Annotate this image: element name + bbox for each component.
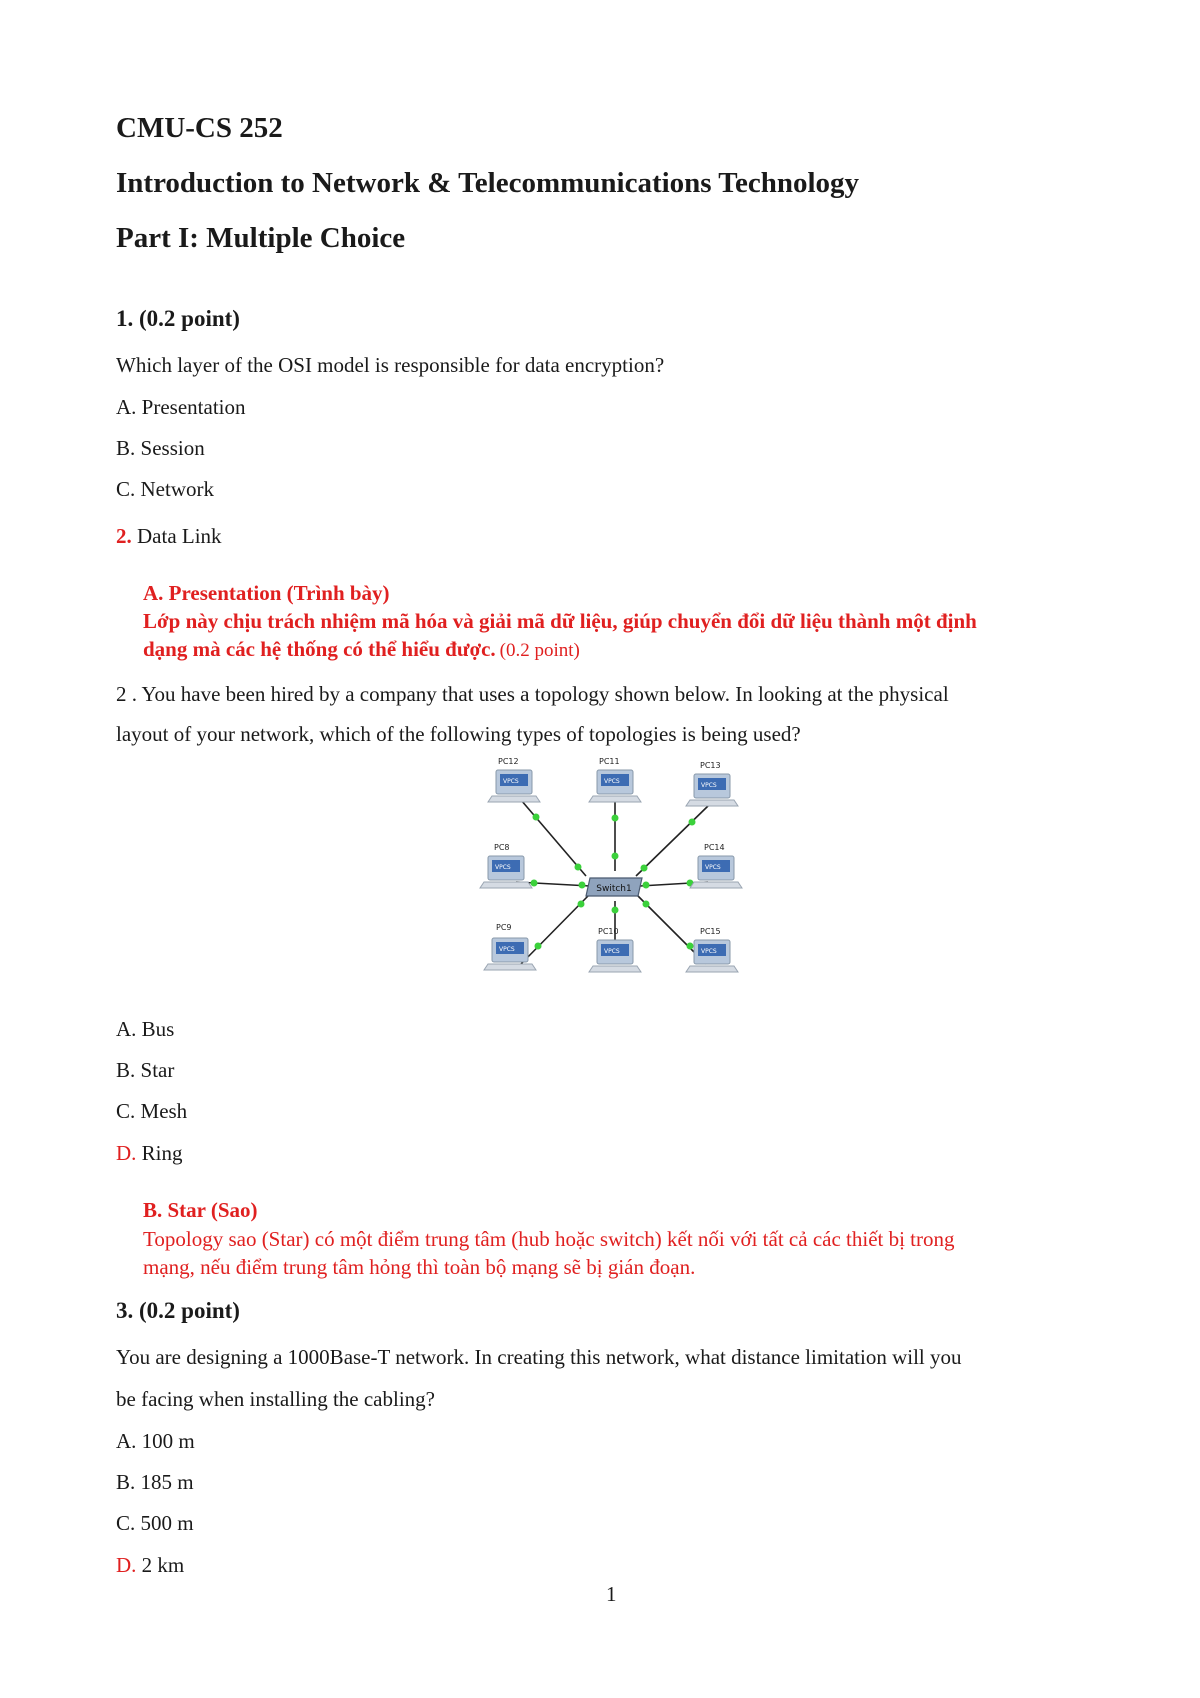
link-dot — [612, 907, 619, 914]
q3-question-line1: You are designing a 1000Base-T network. In creating this network, what distance limitation will you — [116, 1345, 962, 1369]
pc-label: PC15 — [700, 927, 721, 936]
switch-label: Switch1 — [596, 884, 632, 894]
svg-text:VPCS: VPCS — [604, 778, 620, 785]
link-dot — [641, 865, 648, 872]
q2-option-b — [116, 1058, 174, 1083]
svg-text:VPCS: VPCS — [705, 864, 721, 871]
option-letter: A. — [116, 395, 137, 419]
link-dot — [533, 814, 540, 821]
pc-node — [480, 843, 532, 888]
q3-option-d — [116, 1553, 184, 1578]
q1-answer-line1: Lớp này chịu trách nhiệm mã hóa và giải mã dữ liệu, giúp chuyển đổi dữ liệu thành một định — [143, 609, 977, 633]
pc-node — [690, 843, 742, 888]
pc-node — [686, 927, 738, 972]
option-letter: C. — [116, 1099, 136, 1123]
option-text: Mesh — [140, 1099, 188, 1123]
pc-label: PC8 — [494, 843, 510, 852]
link-dot — [575, 864, 582, 871]
option-letter: A. — [116, 1429, 137, 1453]
link-dot — [687, 943, 694, 950]
option-text: 2 km — [141, 1553, 185, 1577]
option-letter: B. — [116, 436, 136, 460]
option-letter: D. — [116, 1141, 137, 1165]
option-text: Bus — [141, 1017, 175, 1041]
option-text: Session — [140, 436, 205, 460]
q2-answer-line2: mạng, nếu điểm trung tâm hỏng thì toàn bộ mạng sẽ bị gián đoạn. — [143, 1255, 696, 1279]
link-dot — [535, 943, 542, 950]
q1-answer-line2-wrap — [143, 637, 580, 662]
link-dot — [612, 853, 619, 860]
link-dot — [689, 819, 696, 826]
q3-option-b — [116, 1470, 194, 1495]
link-dot — [643, 901, 650, 908]
pc-node — [484, 923, 536, 970]
option-letter: B. — [116, 1470, 136, 1494]
svg-text:VPCS: VPCS — [701, 948, 717, 955]
part-title: Part I: Multiple Choice — [116, 222, 406, 254]
link-pc9 — [521, 896, 588, 964]
q3-heading: 3. (0.2 point) — [116, 1298, 240, 1323]
page-number: 1 — [606, 1582, 617, 1606]
option-text: Star — [140, 1058, 175, 1082]
q1-answer-points: (0.2 point) — [499, 640, 580, 661]
q2-answer-title: B. Star (Sao) — [143, 1198, 258, 1222]
star-topology-diagram — [478, 756, 748, 996]
svg-text:VPCS: VPCS — [495, 864, 511, 871]
svg-text:VPCS: VPCS — [499, 946, 515, 953]
q1-option-a — [116, 395, 245, 420]
option-letter: 2. — [116, 524, 132, 548]
link-dot — [578, 901, 585, 908]
link-pc13 — [636, 806, 708, 876]
pc-label: PC12 — [498, 757, 519, 766]
option-text: 185 m — [140, 1470, 194, 1494]
q1-option-d — [116, 524, 222, 549]
link-dot — [579, 882, 586, 889]
q2-option-d — [116, 1141, 183, 1166]
link-dot — [531, 880, 538, 887]
q3-question-line2: be facing when installing the cabling? — [116, 1387, 435, 1411]
q3-option-a — [116, 1429, 195, 1454]
pc-label: PC11 — [599, 757, 620, 766]
q2-option-a — [116, 1017, 174, 1042]
q3-option-c — [116, 1511, 194, 1536]
link-dot — [612, 815, 619, 822]
topology-svg — [478, 756, 748, 996]
pc-label: PC13 — [700, 761, 721, 770]
svg-text:VPCS: VPCS — [604, 948, 620, 955]
q2-question-line2: layout of your network, which of the following types of topologies is being used? — [116, 722, 801, 746]
pc-node — [686, 761, 738, 806]
q1-question: Which layer of the OSI model is responsible for data encryption? — [116, 353, 665, 377]
q2-answer-line1: Topology sao (Star) có một điểm trung tâm (hub hoặc switch) kết nối với tất cả các thiết bị trong — [143, 1227, 955, 1251]
option-text: 100 m — [141, 1429, 195, 1453]
svg-text:VPCS: VPCS — [503, 778, 519, 785]
q1-answer-title: A. Presentation (Trình bày) — [143, 581, 390, 605]
svg-text:VPCS: VPCS — [701, 782, 717, 789]
option-text: Ring — [141, 1141, 183, 1165]
q1-heading: 1. (0.2 point) — [116, 306, 240, 331]
option-text: 500 m — [140, 1511, 194, 1535]
pc-node — [488, 757, 540, 802]
link-dot — [643, 882, 650, 889]
option-letter: D. — [116, 1553, 137, 1577]
q1-answer-line2: dạng mà các hệ thống có thể hiểu được. — [143, 637, 496, 661]
option-letter: C. — [116, 477, 136, 501]
option-text: Data Link — [137, 524, 222, 548]
pc-label: PC14 — [704, 843, 725, 852]
course-title: Introduction to Network & Telecommunications Technology — [116, 167, 860, 199]
pc-node — [589, 927, 641, 972]
option-letter: C. — [116, 1511, 136, 1535]
option-letter: A. — [116, 1017, 137, 1041]
option-letter: B. — [116, 1058, 136, 1082]
switch-node — [586, 878, 642, 896]
option-text: Network — [140, 477, 214, 501]
q2-option-c — [116, 1099, 187, 1124]
q2-question-line1: 2 . You have been hired by a company that uses a topology shown below. In looking at the physical — [116, 682, 949, 706]
q1-option-b — [116, 436, 205, 461]
option-text: Presentation — [141, 395, 246, 419]
course-code: CMU-CS 252 — [116, 112, 283, 144]
q1-option-c — [116, 477, 214, 502]
pc-label: PC9 — [496, 923, 512, 932]
pc-label: PC10 — [598, 927, 619, 936]
pc-node — [589, 757, 641, 802]
